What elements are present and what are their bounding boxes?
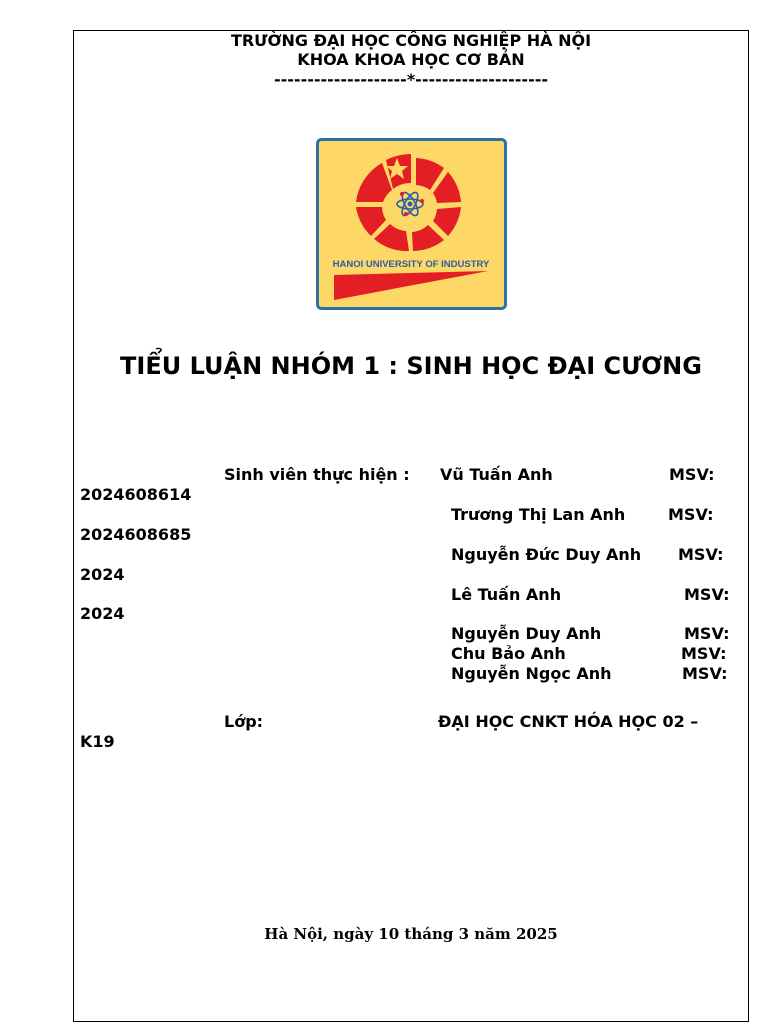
- student-msv: 2024608685: [80, 525, 192, 544]
- class-label: Lớp:: [224, 712, 264, 731]
- students-label: Sinh viên thực hiện :: [224, 465, 410, 484]
- student-name: Nguyễn Đức Duy Anh: [451, 545, 642, 564]
- student-msv: 2024608614: [80, 485, 192, 504]
- date-footer: Hà Nội, ngày 10 tháng 3 năm 2025: [264, 925, 558, 943]
- class-value-cont: K19: [80, 732, 115, 751]
- student-msv: 2024: [80, 604, 125, 623]
- msv-label: MSV:: [684, 585, 730, 604]
- student-name: Nguyễn Ngọc Anh: [451, 664, 612, 683]
- faculty-name: KHOA KHOA HỌC CƠ BẢN: [297, 50, 525, 69]
- header-divider: --------------------*--------------------: [274, 70, 548, 89]
- msv-label: MSV:: [681, 644, 727, 663]
- student-name: Lê Tuấn Anh: [451, 585, 562, 604]
- student-name: Nguyễn Duy Anh: [451, 624, 602, 643]
- school-name: TRƯỜNG ĐẠI HỌC CÔNG NGHIỆP HÀ NỘI: [230, 31, 592, 50]
- msv-label: MSV:: [668, 505, 714, 524]
- logo-text: HANOI UNIVERSITY OF INDUSTRY: [332, 259, 490, 270]
- student-msv: 2024: [80, 565, 125, 584]
- report-title: TIỂU LUẬN NHÓM 1 : SINH HỌC ĐẠI CƯƠNG: [120, 352, 702, 380]
- student-name: Chu Bảo Anh: [451, 644, 566, 663]
- student-name: Vũ Tuấn Anh: [440, 465, 553, 484]
- class-value: ĐẠI HỌC CNKT HÓA HỌC 02 –: [438, 712, 699, 731]
- student-name: Trương Thị Lan Anh: [451, 505, 626, 524]
- msv-label: MSV:: [678, 545, 724, 564]
- msv-label: MSV:: [682, 664, 728, 683]
- university-logo: [316, 138, 507, 310]
- msv-label: MSV:: [684, 624, 730, 643]
- msv-label: MSV:: [669, 465, 715, 484]
